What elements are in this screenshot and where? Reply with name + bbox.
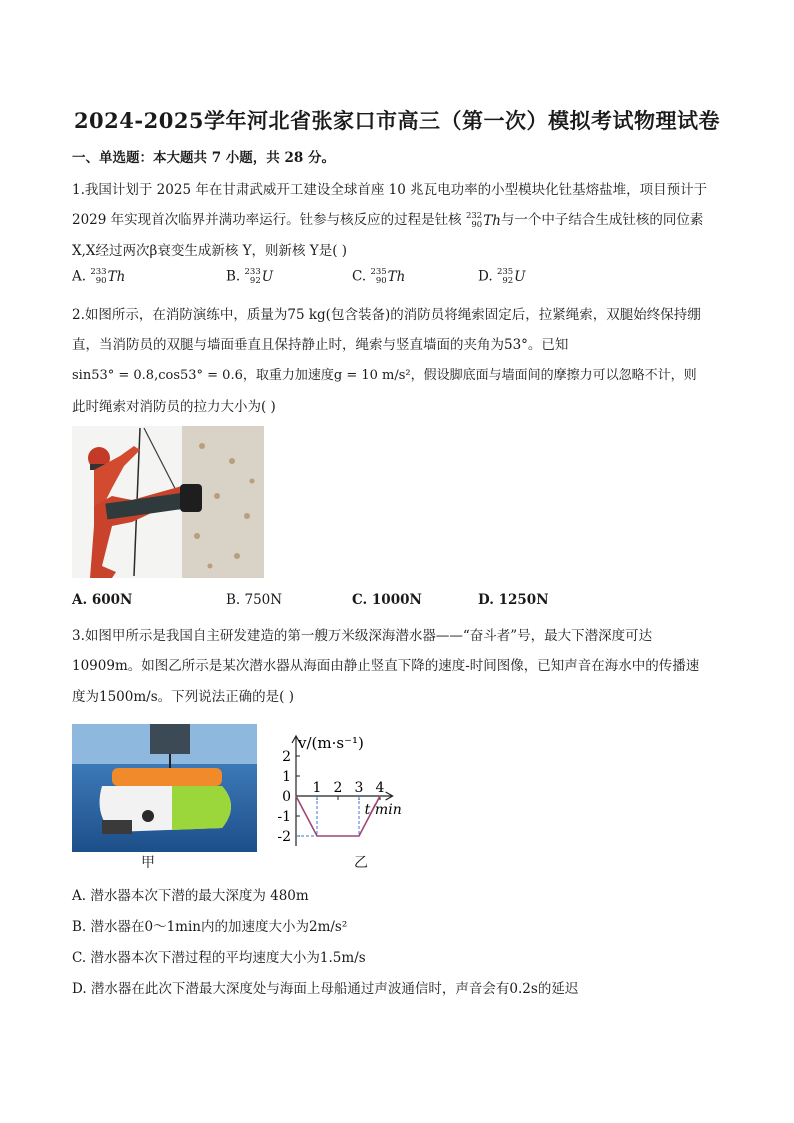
q2-line4: 此时绳索对消防员的拉力大小为( ) bbox=[72, 399, 276, 415]
submersible-illustration bbox=[72, 724, 257, 852]
q1-line2-b: 与一个中子结合生成钍核的同位素 bbox=[500, 212, 704, 228]
q2-option-c[interactable]: C. 1000N bbox=[352, 592, 422, 608]
opt-label: C. bbox=[352, 268, 371, 285]
caption-yi: 乙 bbox=[354, 855, 368, 871]
x-tick-label: 2 bbox=[333, 780, 343, 796]
q2-options bbox=[72, 592, 722, 612]
y-axis-label: v/(m·s⁻¹) bbox=[298, 734, 364, 752]
section-header: 一、单选题：本大题共 7 小题，共 28 分。 bbox=[72, 150, 335, 166]
q2-line3: sin53° = 0.8,cos53° = 0.6，取重力加速度g = 10 m/s²，假设脚底面与墙面间的摩擦力可以忽略不计，则 bbox=[72, 368, 697, 383]
x-tick-label: 1 bbox=[312, 780, 322, 796]
opt-mass: 235 bbox=[370, 267, 387, 277]
q3-option-c[interactable]: C. 潜水器本次下潜过程的平均速度大小为1.5m/s bbox=[72, 950, 366, 966]
y-tick-label: 2 bbox=[282, 749, 291, 765]
opt-label: D. bbox=[478, 268, 497, 285]
opt-z: 92 bbox=[502, 276, 514, 286]
q1-line1: 1.我国计划于 2025 年在甘肃武威开工建设全球首座 10 兆瓦电功率的小型模块化钍基熔盐堆，项目预计于 bbox=[72, 182, 708, 198]
q2-line1: 2.如图所示，在消防演练中，质量为75 kg(包含装备)的消防员将绳索固定后，拉紧绳索，双腿始终保持绷 bbox=[72, 307, 701, 323]
x-axis-label: t/min bbox=[364, 802, 402, 818]
q2-option-b[interactable]: B. 750N bbox=[226, 592, 283, 608]
caption-jia: 甲 bbox=[141, 855, 155, 871]
q3-line2: 10909m。如图乙所示是某次潜水器从海面由静止竖直下降的速度-时间图像，已知声音在海水中的传播速 bbox=[72, 658, 700, 674]
y-tick-label: 1 bbox=[282, 769, 291, 785]
firefighter-photo bbox=[72, 426, 264, 578]
thorium-symbol: Th bbox=[483, 212, 501, 229]
q1-option-d[interactable] bbox=[478, 268, 526, 286]
opt-symbol: Th bbox=[107, 269, 126, 285]
q1-options bbox=[72, 268, 722, 288]
y-tick-label: -1 bbox=[277, 809, 291, 825]
opt-symbol: Th bbox=[387, 269, 406, 285]
q2-option-a[interactable]: A. 600N bbox=[72, 592, 133, 608]
y-tick-label: -2 bbox=[277, 829, 291, 845]
thorium-mass: 232 bbox=[465, 210, 483, 221]
q3-line1: 3.如图甲所示是我国自主研发建造的第一艘万米级深海潜水器——“奋斗者”号，最大下潜深度可达 bbox=[72, 628, 653, 644]
thorium-nuclide bbox=[466, 212, 501, 230]
q2-option-d[interactable]: D. 1250N bbox=[478, 592, 549, 608]
velocity-time-chart bbox=[268, 712, 468, 862]
q3-line3: 度为1500m/s。下列说法正确的是( ) bbox=[72, 689, 294, 705]
x-tick-label: 3 bbox=[354, 780, 364, 796]
opt-mass: 235 bbox=[496, 267, 514, 277]
q1-line2-a: 2029 年实现首次临界并满功率运行。钍参与核反应的过程是钍核 bbox=[72, 212, 466, 228]
y-tick-label: 0 bbox=[282, 789, 291, 805]
q2-line2: 直，当消防员的双腿与墙面垂直且保持静止时，绳索与竖直墙面的夹角为53°。已知 bbox=[72, 337, 569, 353]
thorium-z: 90 bbox=[471, 219, 483, 230]
q1-option-b[interactable] bbox=[226, 268, 273, 286]
opt-label: B. bbox=[226, 268, 245, 285]
opt-z: 92 bbox=[249, 276, 261, 286]
q3-option-b[interactable]: B. 潜水器在0～1min内的加速度大小为2m/s² bbox=[72, 919, 348, 935]
firefighter-illustration bbox=[72, 426, 264, 578]
opt-mass: 233 bbox=[90, 267, 107, 277]
page-title: 2024-2025学年河北省张家口市高三（第一次）模拟考试物理试卷 bbox=[73, 108, 721, 133]
opt-label: A. bbox=[72, 268, 91, 285]
q3-option-d[interactable]: D. 潜水器在此次下潜最大深度处与海面上母船通过声波通信时，声音会有0.2s的延迟 bbox=[72, 981, 579, 997]
opt-z: 90 bbox=[375, 276, 387, 286]
submersible-photo bbox=[72, 724, 257, 852]
q1-line3: X,X经过两次β衰变生成新核 Y，则新核 Y是( ) bbox=[72, 243, 348, 259]
opt-z: 90 bbox=[95, 276, 107, 286]
opt-symbol: U bbox=[261, 269, 274, 285]
q3-option-a[interactable]: A. 潜水器本次下潜的最大深度为 480m bbox=[72, 888, 309, 904]
q1-line2 bbox=[72, 208, 703, 230]
q1-option-c[interactable] bbox=[352, 268, 405, 286]
x-tick-label: 4 bbox=[375, 780, 385, 796]
opt-mass: 233 bbox=[244, 267, 261, 277]
q1-option-a[interactable] bbox=[72, 268, 125, 286]
opt-symbol: U bbox=[514, 269, 526, 285]
